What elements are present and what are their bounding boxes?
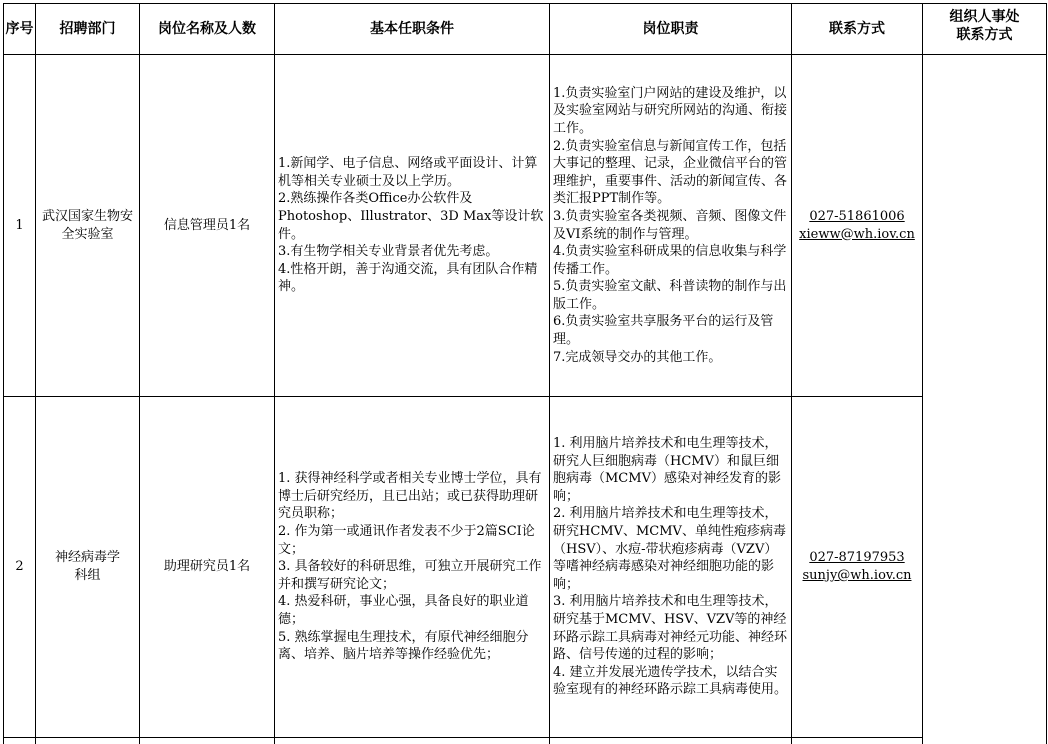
header-hr-contact: 组织人事处 联系方式 (923, 4, 1047, 55)
row-position: 信息管理员1名 (140, 55, 275, 397)
empty-cell (140, 738, 275, 744)
duty-item: 7.完成领导交办的其他工作。 (553, 349, 788, 367)
row-contact (792, 397, 923, 738)
requirement-item: 1. 获得神经科学或者相关专业博士学位，具有博士后研究经历，且已出站；或已获得助理研究员职称； (278, 470, 546, 523)
header-position: 岗位名称及人数 (140, 4, 275, 55)
email-link[interactable]: xieww@wh.iov.cn (792, 226, 922, 244)
requirement-item: 5. 熟练掌握电生理技术，有原代神经细胞分离、培养、脑片培养等操作经验优先； (278, 629, 546, 664)
requirement-item: 4.性格开朗，善于沟通交流，具有团队合作精神。 (278, 261, 546, 296)
row-position: 助理研究员1名 (140, 397, 275, 738)
header-row (4, 4, 1047, 55)
header-dept: 招聘部门 (36, 4, 140, 55)
requirement-item: 2.熟练操作各类Office办公软件及Photoshop、Illustrator、3D Max等设计软件。 (278, 190, 546, 243)
email-link[interactable]: sunjy@wh.iov.cn (792, 567, 922, 585)
row-requirements (275, 55, 550, 397)
row-duties (550, 55, 792, 397)
header-requirements: 基本任职条件 (275, 4, 550, 55)
header-seq: 序号 (4, 4, 36, 55)
row-seq: 2 (4, 397, 36, 738)
row-dept: 武汉国家生物安全实验室 (36, 55, 140, 397)
row-duties (550, 397, 792, 738)
duty-item: 2. 利用脑片培养技术和电生理等技术，研究HCMV、MCMV、单纯性疱疹病毒（HSV）、水痘-带状疱疹病毒（VZV）等嗜神经病毒感染对神经细胞功能的影响； (553, 505, 788, 593)
duty-item: 3.负责实验室各类视频、音频、图像文件及VI系统的制作与管理。 (553, 208, 788, 243)
duty-item: 4.负责实验室科研成果的信息收集与科学传播工作。 (553, 243, 788, 278)
requirement-item: 2. 作为第一或通讯作者发表不少于2篇SCI论文； (278, 523, 546, 558)
phone-link[interactable]: 027-87197953 (792, 549, 922, 567)
empty-cell (36, 738, 140, 744)
requirement-item: 1.新闻学、电子信息、网络或平面设计、计算机等相关专业硕士及以上学历。 (278, 155, 546, 190)
header-contact: 联系方式 (792, 4, 923, 55)
row-requirements (275, 397, 550, 738)
table-row (4, 55, 1047, 397)
duty-item: 5.负责实验室文献、科普读物的制作与出版工作。 (553, 278, 788, 313)
row-dept: 神经病毒学科组 (36, 397, 140, 738)
duty-item: 1.负责实验室门户网站的建设及维护，以及实验室网站与研究所网站的沟通、衔接工作。 (553, 85, 788, 138)
phone-link[interactable]: 027-51861006 (792, 208, 922, 226)
requirement-item: 3.有生物学相关专业背景者优先考虑。 (278, 243, 546, 261)
empty-cell (275, 738, 550, 744)
duty-item: 2.负责实验室信息与新闻宣传工作，包括大事记的整理、记录，企业微信平台的管理维护，重要事件、活动的新闻宣传、各类汇报PPT制作等。 (553, 138, 788, 208)
recruitment-table (3, 3, 1047, 744)
hr-contact-cell (923, 55, 1047, 744)
empty-cell (4, 738, 36, 744)
duty-item: 1. 利用脑片培养技术和电生理等技术，研究人巨细胞病毒（HCMV）和鼠巨细胞病毒（MCMV）感染对神经发育的影响； (553, 435, 788, 505)
requirement-item: 4. 热爱科研，事业心强，具备良好的职业道德； (278, 593, 546, 628)
empty-cell (792, 738, 923, 744)
empty-cell (550, 738, 792, 744)
row-seq: 1 (4, 55, 36, 397)
table-row-partial (4, 738, 1047, 744)
duty-item: 6.负责实验室共享服务平台的运行及管理。 (553, 313, 788, 348)
row-contact (792, 55, 923, 397)
duty-item: 4. 建立并发展光遗传学技术，以结合实验室现有的神经环路示踪工具病毒使用。 (553, 664, 788, 699)
header-duties: 岗位职责 (550, 4, 792, 55)
duty-item: 3. 利用脑片培养技术和电生理等技术，研究基于MCMV、HSV、VZV等的神经环路示踪工具病毒对神经元功能、神经环路、信号传递的过程的影响； (553, 593, 788, 663)
table-row (4, 397, 1047, 738)
requirement-item: 3. 具备较好的科研思维，可独立开展研究工作并和撰写研究论文； (278, 558, 546, 593)
